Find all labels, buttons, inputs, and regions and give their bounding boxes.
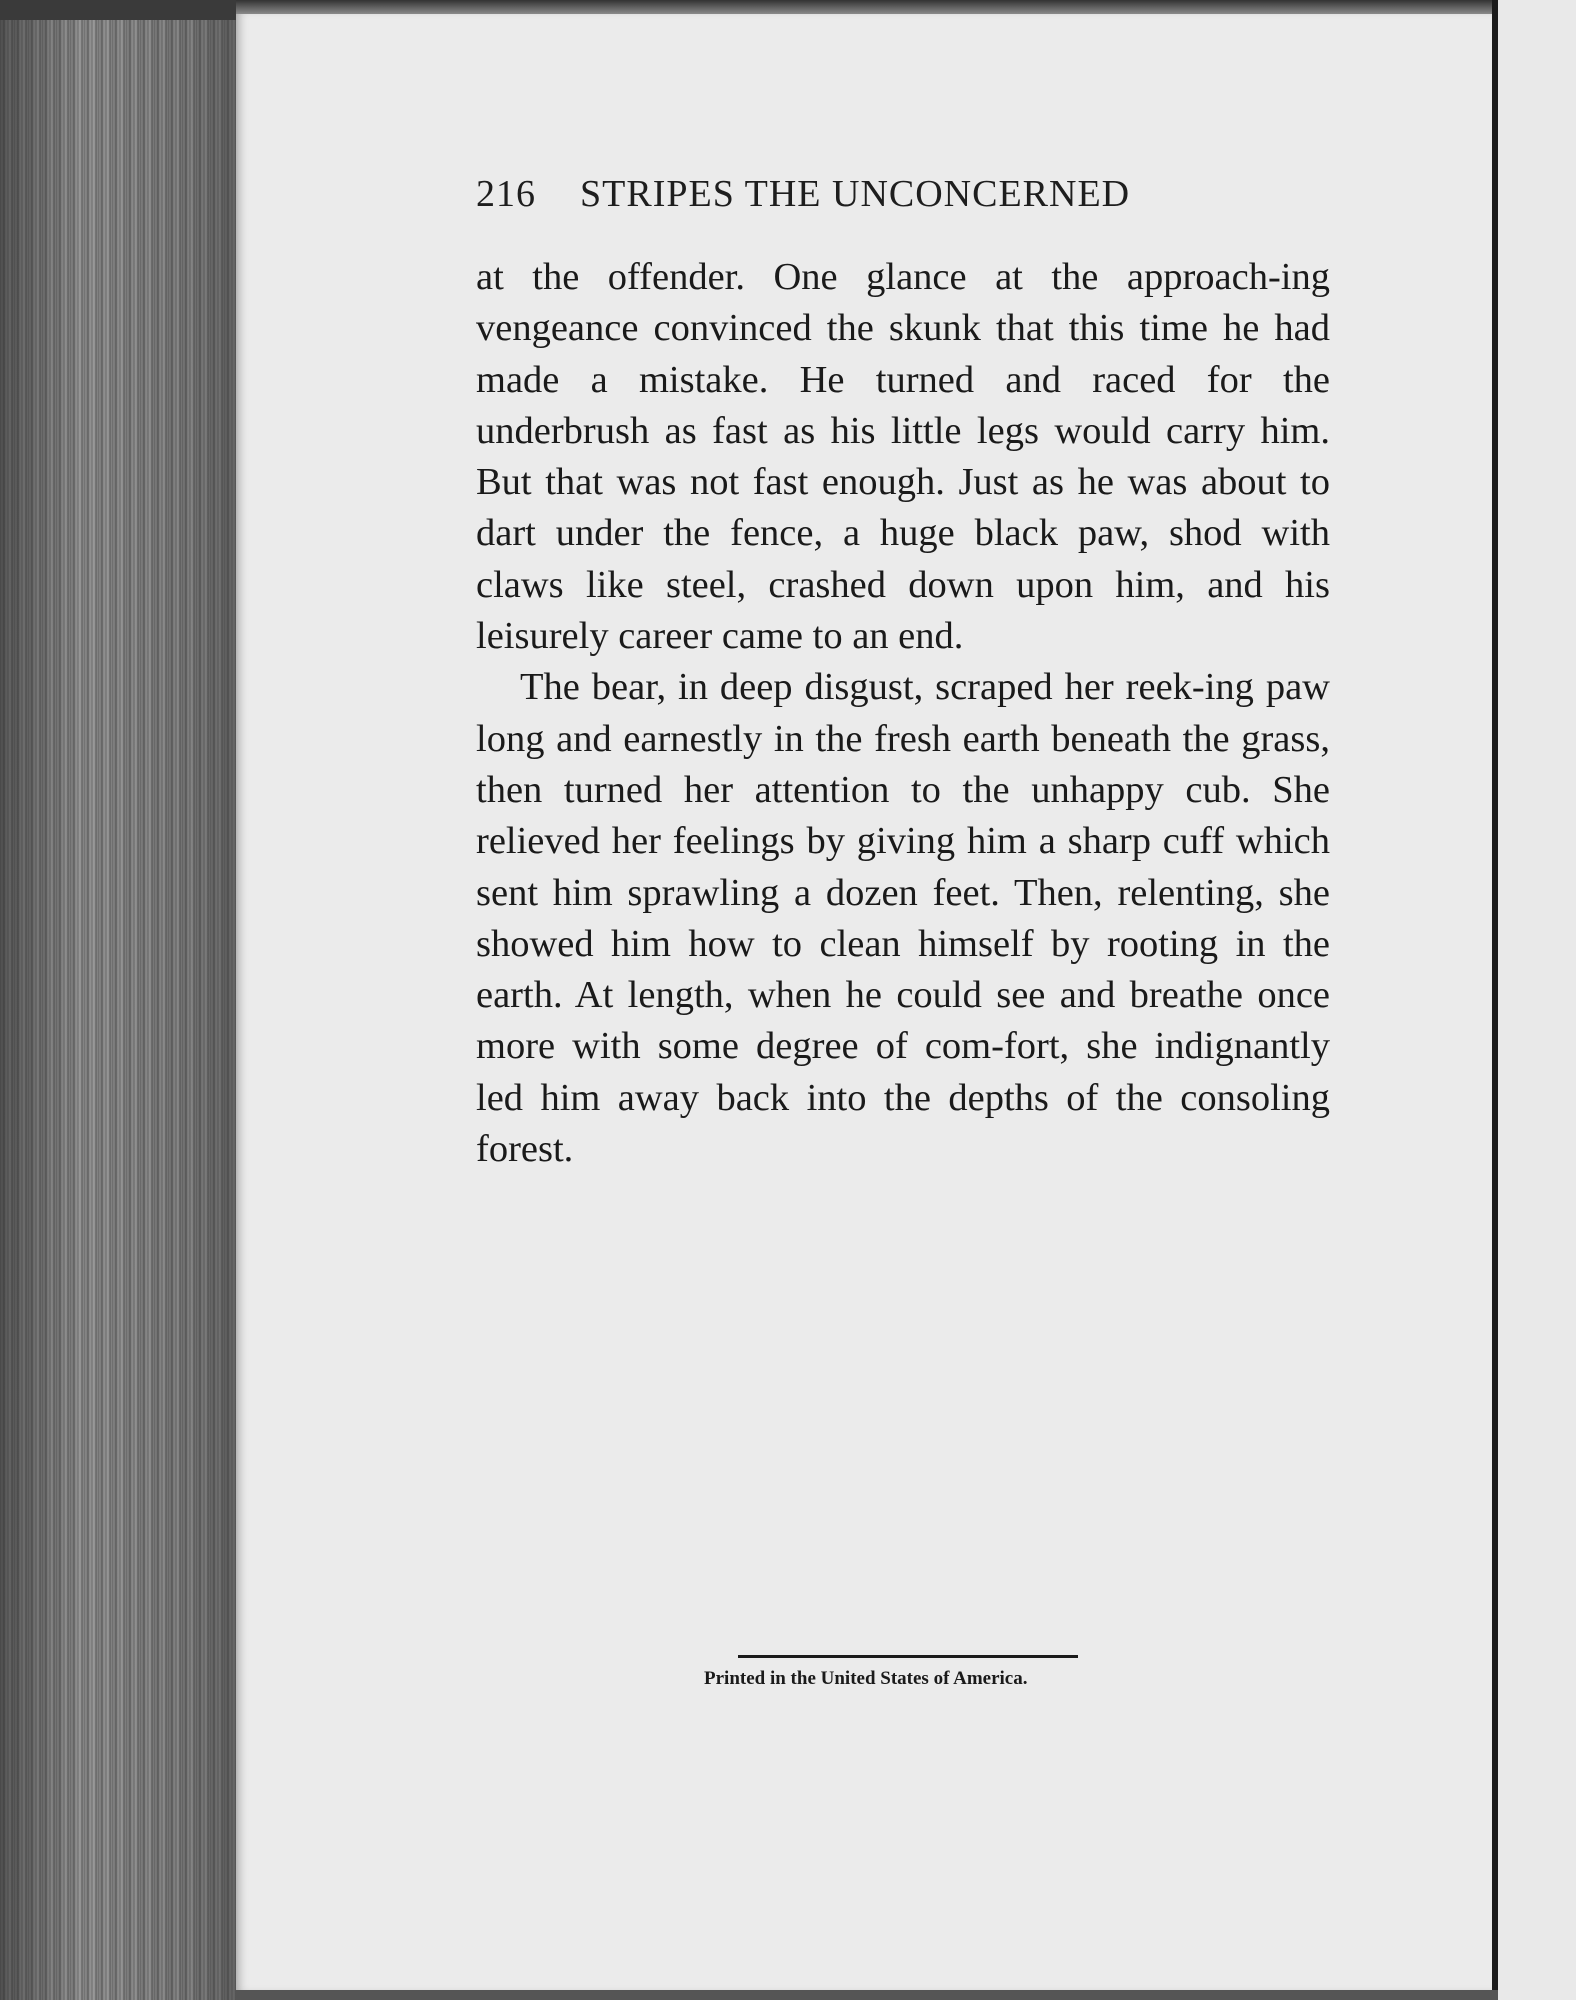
printer-imprint: Printed in the United States of America. bbox=[704, 1668, 1028, 1689]
body-text bbox=[476, 252, 1330, 1175]
running-header bbox=[476, 172, 1326, 216]
paragraph-2: The bear, in deep disgust, scraped her reek-ing paw long and earnestly in the fresh earth beneath the grass, then turned her attention to the unhappy cub. She relieved her feelings by giving him a sharp cuff which sent him sprawling a dozen feet. Then, relenting, she showed him how to clean himself by rooting in the earth. At length, when he could see and breathe once more with some degree of com-fort, she indignantly led him away back into the depths of the consoling forest. bbox=[476, 666, 1330, 1171]
running-head-title: STRIPES THE UNCONCERNED bbox=[580, 173, 1131, 215]
book-top-edge bbox=[0, 0, 240, 20]
page-bottom-shadow bbox=[236, 1990, 1498, 2000]
next-page-edge bbox=[1498, 0, 1576, 2000]
imprint-rule bbox=[738, 1655, 1078, 1658]
page-number: 216 bbox=[476, 173, 536, 215]
paragraph-1: at the offender. One glance at the approach-ing vengeance convinced the skunk that this time he had made a mistake. He turned and raced for the underbrush as fast as his little legs would carry him. But that was not fast enough. Just as he was about to dart under the fence, a huge black paw, shod with claws like steel, crashed down upon him, and his leisurely career came to an end. bbox=[476, 256, 1330, 658]
page-top-shadow bbox=[236, 0, 1498, 14]
book-page-edges bbox=[0, 0, 240, 2000]
